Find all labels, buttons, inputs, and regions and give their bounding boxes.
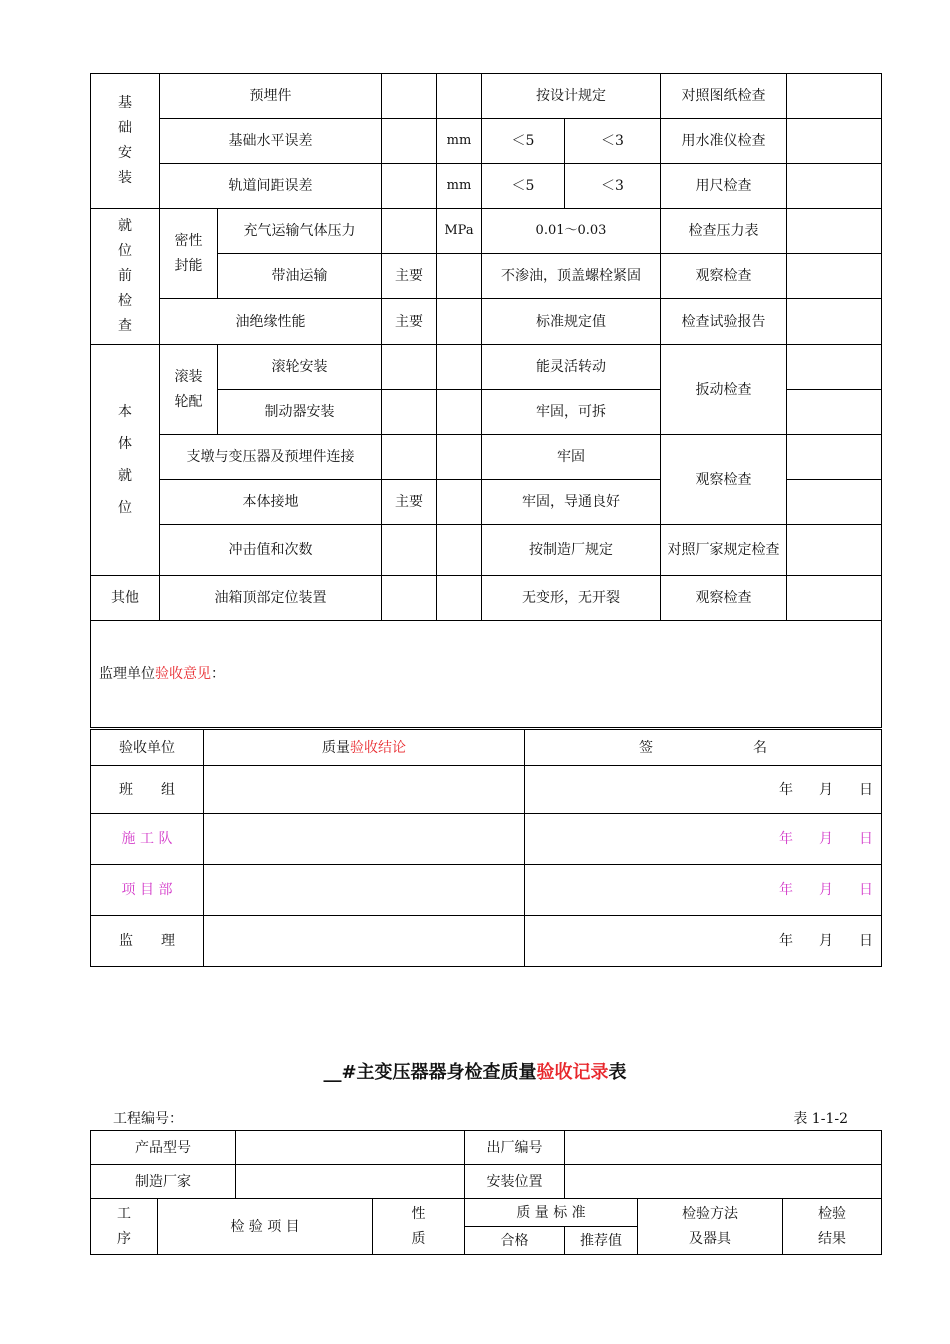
form-number: 表 1-1-2 [793,1111,848,1127]
table-row [91,299,882,345]
unit-cell[interactable] [437,525,482,576]
signoff-unit-project: 项 目 部 [91,865,204,916]
col-nature: 性质 [373,1199,465,1255]
standard-cell: 标准规定值 [482,299,661,345]
item-cell: 支墩与变压器及预埋件连接 [160,435,382,480]
unit-cell[interactable] [437,299,482,345]
maker-label: 制造厂家 [91,1165,236,1199]
group-body-position: 本体就位 [91,345,160,576]
conclusion-field[interactable] [204,814,525,865]
result-cell[interactable] [787,480,882,525]
unit-cell[interactable] [437,576,482,621]
page-title: __#主变压器器身检查质量验收记录表 [323,1062,627,1083]
result-cell[interactable] [787,209,882,254]
inspection-table [90,73,882,728]
signoff-unit-construction: 施 工 队 [91,814,204,865]
nature-cell[interactable] [382,209,437,254]
signature-date-field[interactable]: 年 月 日 [525,814,882,865]
item-cell: 本体接地 [160,480,382,525]
standard-pass-cell: ＜5 [482,119,565,164]
nature-cell: 主要 [382,299,437,345]
table-row [91,119,882,164]
col-recommended: 推荐值 [565,1227,638,1255]
header-signature: 签 名 [525,730,882,766]
supervisor-opinion-field[interactable] [91,621,882,728]
method-cell: 观察检查 [661,576,787,621]
serial-field[interactable] [565,1131,882,1165]
opinion-label-highlight: 验收意见 [155,666,211,682]
opinion-colon: ： [211,666,225,682]
item-cell: 充气运输气体压力 [218,209,382,254]
nature-cell[interactable] [382,525,437,576]
col-standard: 质 量 标 准 [465,1199,638,1227]
result-cell[interactable] [787,345,882,390]
model-field[interactable] [236,1131,465,1165]
unit-cell[interactable] [437,480,482,525]
table-row [91,525,882,576]
standard-cell: 0.01～0.03 [482,209,661,254]
item-cell: 预埋件 [160,74,382,119]
signoff-row [91,916,882,967]
method-cell: 观察检查 [661,435,787,525]
signoff-table [90,729,882,967]
result-cell[interactable] [787,525,882,576]
signoff-row [91,865,882,916]
form2-table [90,1130,882,1255]
result-cell[interactable] [787,119,882,164]
signoff-unit-team: 班 组 [91,766,204,814]
nature-cell: 主要 [382,254,437,299]
table-row [91,209,882,254]
unit-cell[interactable] [437,435,482,480]
subgroup-seal: 密性封能 [160,209,218,299]
standard-pass-cell: ＜5 [482,164,565,209]
table-row [91,345,882,390]
unit-cell[interactable] [437,254,482,299]
location-field[interactable] [565,1165,882,1199]
opinion-row [91,621,882,728]
standard-cell: 不渗油，顶盖螺栓紧固 [482,254,661,299]
unit-cell[interactable] [437,74,482,119]
unit-cell: mm [437,119,482,164]
standard-cell: 牢固，导通良好 [482,480,661,525]
project-number-label: 工程编号： [113,1111,183,1127]
result-cell[interactable] [787,164,882,209]
col-item: 检 验 项 目 [158,1199,373,1255]
unit-cell: MPa [437,209,482,254]
signature-date-field[interactable]: 年 月 日 [525,766,882,814]
signature-date-field[interactable]: 年 月 日 [525,865,882,916]
model-label: 产品型号 [91,1131,236,1165]
item-cell: 基础水平误差 [160,119,382,164]
standard-cell: 牢固 [482,435,661,480]
method-cell: 检查试验报告 [661,299,787,345]
item-cell: 轨道间距误差 [160,164,382,209]
group-foundation: 基础安装 [91,74,160,209]
col-pass: 合格 [465,1227,565,1255]
result-cell[interactable] [787,254,882,299]
method-cell: 用尺检查 [661,164,787,209]
nature-cell: 主要 [382,480,437,525]
signoff-row [91,766,882,814]
method-cell: 对照图纸检查 [661,74,787,119]
standard-cell: 无变形，无开裂 [482,576,661,621]
item-cell: 滚轮安装 [218,345,382,390]
col-method: 检验方法 及器具 [638,1199,783,1255]
nature-cell[interactable] [382,345,437,390]
standard-recommended-cell: ＜3 [565,119,661,164]
result-cell[interactable] [787,435,882,480]
signoff-row [91,814,882,865]
method-cell: 扳动检查 [661,345,787,435]
info-row [91,1131,882,1165]
col-result: 检验 结果 [783,1199,882,1255]
unit-cell[interactable] [437,390,482,435]
column-header-row [91,1199,882,1227]
method-cell: 检查压力表 [661,209,787,254]
standard-cell: 牢固，可拆 [482,390,661,435]
table-row [91,435,882,480]
standard-recommended-cell: ＜3 [565,164,661,209]
group-other: 其他 [91,576,160,621]
group-pre-position: 就位前检查 [91,209,160,345]
result-cell[interactable] [787,390,882,435]
item-cell: 油箱顶部定位装置 [160,576,382,621]
nature-cell[interactable] [382,435,437,480]
method-cell: 观察检查 [661,254,787,299]
result-cell[interactable] [787,299,882,345]
standard-cell: 按制造厂规定 [482,525,661,576]
unit-cell: mm [437,164,482,209]
conclusion-field[interactable] [204,865,525,916]
subgroup-roller: 滚装轮配 [160,345,218,435]
nature-cell[interactable] [382,576,437,621]
standard-cell: 能灵活转动 [482,345,661,390]
method-cell: 对照厂家规定检查 [661,525,787,576]
maker-field[interactable] [236,1165,465,1199]
item-cell: 制动器安装 [218,390,382,435]
nature-cell[interactable] [382,119,437,164]
item-cell: 冲击值和次数 [160,525,382,576]
header-conclusion: 质量验收结论 [204,730,525,766]
table-row [91,576,882,621]
opinion-label: 监理单位 [99,666,155,682]
signoff-unit-supervisor: 监 理 [91,916,204,967]
table-row [91,164,882,209]
nature-cell[interactable] [382,164,437,209]
col-process: 工序 [91,1199,158,1255]
location-label: 安装位置 [465,1165,565,1199]
standard-cell: 按设计规定 [482,74,661,119]
header-unit: 验收单位 [91,730,204,766]
result-cell[interactable] [787,74,882,119]
unit-cell[interactable] [437,345,482,390]
conclusion-field[interactable] [204,766,525,814]
result-cell[interactable] [787,576,882,621]
conclusion-field[interactable] [204,916,525,967]
item-cell: 油绝缘性能 [160,299,382,345]
info-row [91,1165,882,1199]
table-row [91,74,882,119]
method-cell: 用水准仪检查 [661,119,787,164]
item-cell: 带油运输 [218,254,382,299]
signoff-header-row [91,730,882,766]
signature-date-field[interactable]: 年 月 日 [525,916,882,967]
nature-cell[interactable] [382,74,437,119]
nature-cell[interactable] [382,390,437,435]
serial-label: 出厂编号 [465,1131,565,1165]
